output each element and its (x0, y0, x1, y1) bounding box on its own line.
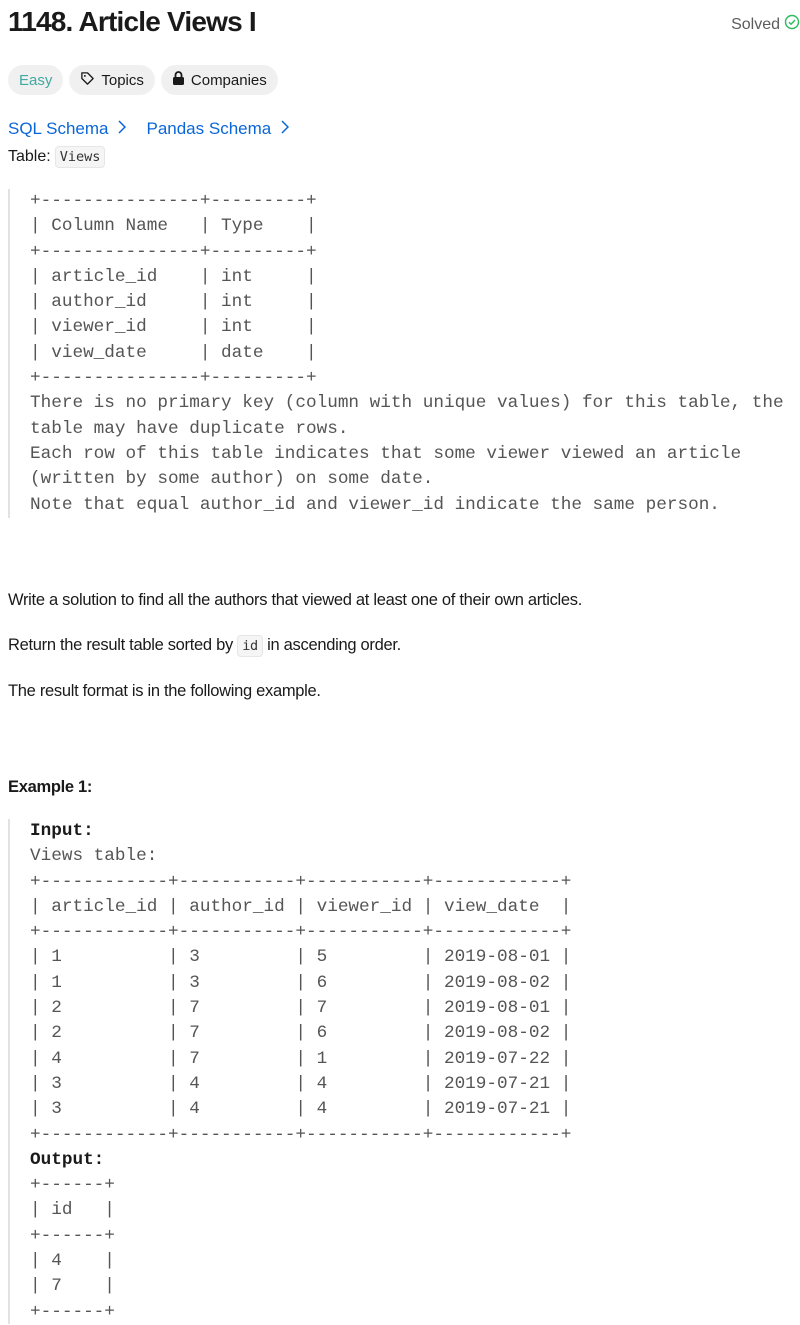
table-name-code: Views (55, 146, 106, 168)
example-code-line: | 3 | 4 | 4 | 2019-07-21 | (30, 1099, 572, 1120)
example-code-line: | 1 | 3 | 5 | 2019-08-01 | (30, 947, 572, 968)
schema-code-block (8, 189, 784, 518)
schema-links (8, 119, 289, 139)
chevron-right-icon (281, 119, 289, 139)
example-code-line: | 3 | 4 | 4 | 2019-07-21 | (30, 1073, 572, 1094)
example-code-line: | 1 | 3 | 6 | 2019-08-02 | (30, 972, 572, 993)
p2-text-before: Return the result table sorted by (8, 636, 233, 654)
schema-code-line: | author_id | int | (30, 292, 317, 313)
example-code-line: | article_id | author_id | viewer_id | view_date | (30, 896, 572, 917)
sql-schema-link[interactable] (8, 119, 126, 139)
schema-code-line: +---------------+---------+ (30, 191, 317, 211)
schema-code-line: Each row of this table indicates that some viewer viewed an article (30, 443, 742, 464)
table-label (8, 146, 105, 168)
example-code-line: | 4 | 7 | 1 | 2019-07-22 | (30, 1048, 572, 1069)
solved-status (731, 14, 800, 35)
schema-code-line: +---------------+---------+ (30, 368, 317, 389)
example-heading: Example 1: (8, 778, 93, 796)
difficulty-label: Easy (19, 71, 53, 89)
description-paragraph-2 (8, 636, 401, 655)
example-code-line: | 4 | (30, 1251, 115, 1272)
pandas-schema-label: Pandas Schema (146, 119, 272, 138)
example-code-block (8, 819, 571, 1324)
description-paragraph-1: Write a solution to find all the authors that viewed at least one of their own articles. (8, 591, 583, 609)
problem-title: 1148. Article Views I (8, 6, 256, 37)
schema-code-line: Note that equal author_id and viewer_id indicate the same person. (30, 494, 720, 515)
schema-code-line: | Column Name | Type | (30, 216, 317, 237)
chevron-right-icon (118, 119, 126, 139)
schema-code-line: (written by some author) on some date. (30, 469, 434, 490)
example-code-line: +------+ (30, 1301, 115, 1322)
example-code-line: | 7 | (30, 1276, 115, 1297)
sql-schema-label: SQL Schema (8, 119, 109, 138)
tag-icon (80, 71, 95, 90)
example-code-line: Input: (30, 821, 94, 841)
tag-row (8, 65, 278, 95)
topics-label: Topics (101, 71, 144, 89)
table-prefix: Table: (8, 148, 51, 165)
example-code-line: | 2 | 7 | 6 | 2019-08-02 | (30, 1023, 572, 1044)
companies-button[interactable] (161, 65, 278, 95)
example-code-line: Output: (30, 1149, 105, 1170)
schema-code-line: | viewer_id | int | (30, 317, 317, 338)
description-paragraph-3: The result format is in the following example. (8, 682, 321, 700)
example-code-line: +------------+-----------+-----------+------------+ (30, 922, 572, 943)
example-code-line: | id | (30, 1200, 115, 1221)
pandas-schema-link[interactable] (146, 119, 289, 139)
example-code-line: +------------+-----------+-----------+------------+ (30, 871, 572, 892)
p2-text-after: in ascending order. (267, 636, 401, 654)
example-code-line: +------+ (30, 1225, 115, 1246)
example-code-line: Views table: (30, 846, 158, 867)
difficulty-badge[interactable] (8, 65, 63, 95)
example-code-line: +------+ (30, 1175, 115, 1196)
schema-code-line: | view_date | date | (30, 342, 317, 363)
lock-icon (172, 71, 185, 89)
solved-label: Solved (731, 15, 780, 33)
example-code-line: | 2 | 7 | 7 | 2019-08-01 | (30, 998, 572, 1019)
schema-code-line: +---------------+---------+ (30, 241, 317, 262)
example-code-line: +------------+-----------+-----------+------------+ (30, 1124, 572, 1145)
schema-code-line: There is no primary key (column with unique values) for this table, the (30, 393, 784, 414)
topics-button[interactable] (69, 65, 155, 95)
schema-code-line: table may have duplicate rows. (30, 418, 349, 439)
schema-code-line: | article_id | int | (30, 266, 317, 287)
check-circle-icon (784, 14, 800, 35)
id-code: id (237, 635, 263, 657)
companies-label: Companies (190, 71, 267, 89)
